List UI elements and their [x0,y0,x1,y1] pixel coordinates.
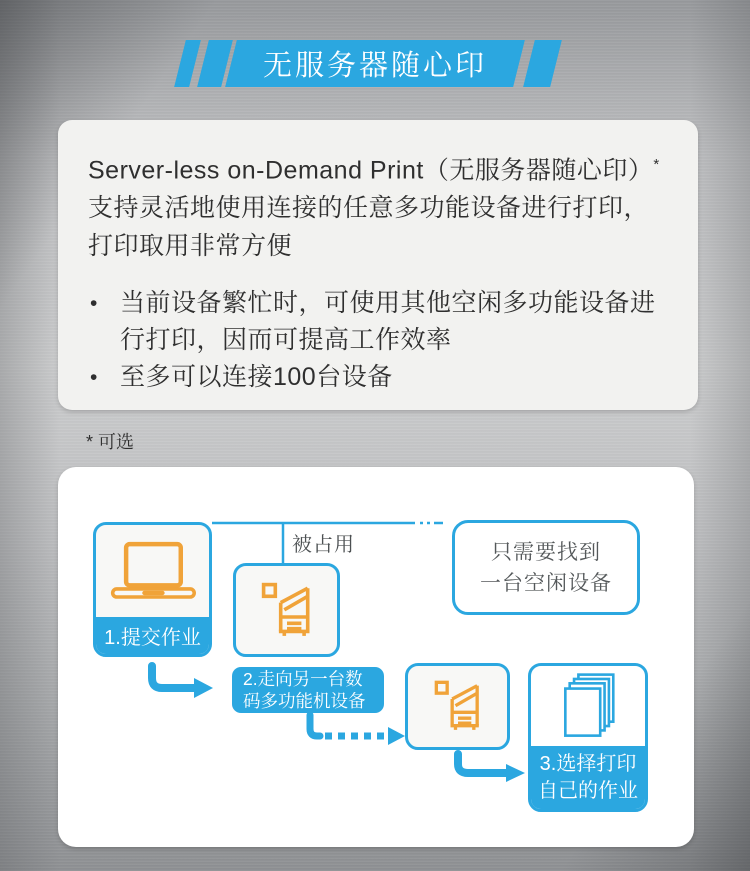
busy-mfp-card [233,563,340,657]
step-label-text: 3.选择打印 [539,752,637,775]
step-label-text: 2.走向另一台数 [243,669,363,689]
banner-title: 无服务器随心印 [262,50,487,82]
step3-label [531,746,645,809]
footnote: * 可选 [86,432,135,452]
step3-card [528,663,648,812]
idle-note-text: 只需要找到 [491,540,601,564]
idle-mfp-card [405,663,510,750]
banner-slash-right [523,40,562,87]
banner [225,40,525,87]
step1-card [93,522,212,657]
step-label-text: 1.提交作业 [104,627,201,649]
banner-slash-left-1 [174,40,201,87]
feature-list [88,285,672,396]
list-item [88,359,672,396]
bullet-icon: • [90,366,98,390]
idle-note-box [452,520,640,615]
step-label-text: 码多功能机设备 [243,691,366,711]
laptop-icon [110,525,196,617]
footnote-marker: * [653,156,660,173]
paper-stack-icon [557,666,619,746]
bullet-icon: • [90,292,98,316]
mfp-icon [433,674,483,739]
list-item-text: 当前设备繁忙时，可使用其他空闲多功能设备进行打印，因而可提高工作效率 [120,289,656,355]
list-item-text: 至多可以连接100台设备 [120,363,393,392]
idle-note-text: 一台空闲设备 [480,571,612,595]
step2-label [232,667,384,713]
intro-card [58,120,698,410]
intro-paragraph [88,146,672,265]
step-label-text: 自己的作业 [538,779,638,802]
step1-label [96,617,209,654]
busy-label: 被占用 [292,534,355,556]
intro-body: 支持灵活地使用连接的任意多功能设备进行打印，打印取用非常方便 [88,194,650,261]
list-item [88,285,672,359]
mfp-icon [260,576,314,645]
diagram-card [58,467,694,847]
intro-heading: Server-less on-Demand Print（无服务器随心印） [88,156,654,185]
